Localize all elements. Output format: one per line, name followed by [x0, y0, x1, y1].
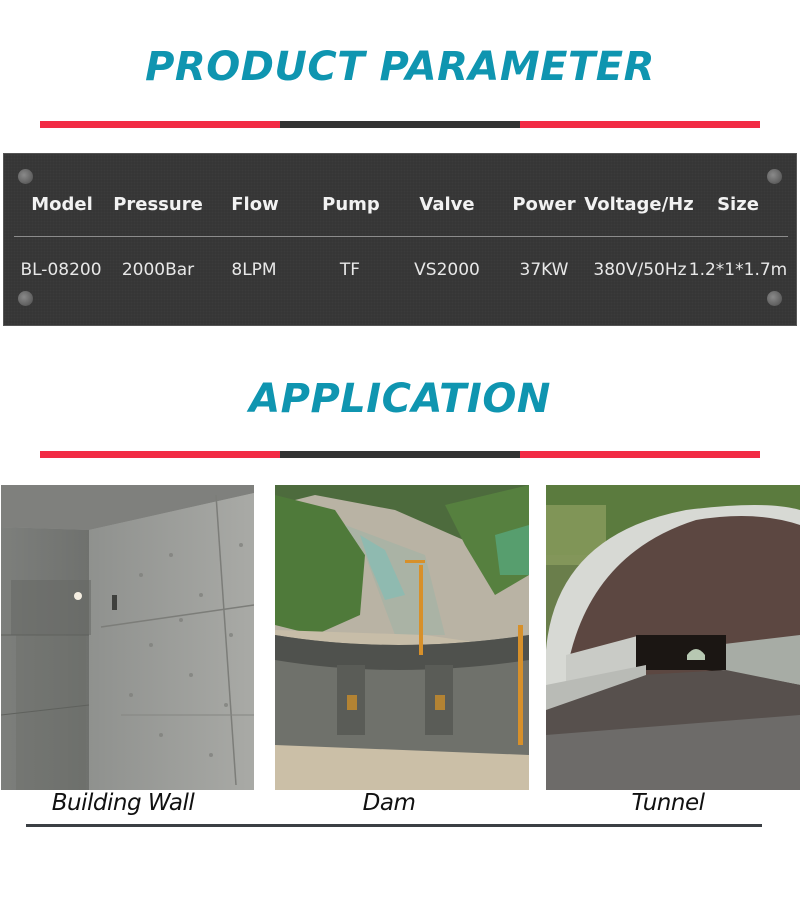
caption-dam: Dam	[362, 790, 416, 816]
value-pressure: 2000Bar	[121, 260, 195, 280]
product-parameter-title: PRODUCT PARAMETER	[145, 44, 655, 90]
screw-icon	[18, 291, 33, 306]
caption-tunnel: Tunnel	[631, 790, 705, 816]
divider-red-left	[40, 451, 280, 458]
tunnel-photo	[546, 485, 800, 790]
parameter-panel	[3, 153, 797, 326]
divider-red-right	[520, 121, 760, 128]
building-wall-photo	[1, 485, 254, 790]
header-valve: Valve	[419, 194, 475, 215]
divider-dark-center	[280, 451, 520, 458]
caption-underline	[26, 824, 498, 827]
screw-icon	[767, 291, 782, 306]
section-divider	[40, 451, 760, 458]
header-voltage: Voltage/Hz	[584, 194, 694, 215]
section-divider	[40, 121, 760, 128]
parameter-header-row	[4, 190, 798, 220]
caption-building-wall: Building Wall	[51, 790, 195, 816]
value-valve: VS2000	[414, 260, 480, 280]
header-pressure: Pressure	[113, 194, 203, 215]
caption-underline	[498, 824, 762, 827]
header-flow: Flow	[231, 194, 279, 215]
dam-photo	[275, 485, 529, 790]
parameter-separator	[14, 236, 788, 237]
header-size: Size	[717, 194, 759, 215]
value-model: BL-08200	[20, 260, 102, 280]
value-flow: 8LPM	[231, 260, 277, 280]
header-pump: Pump	[322, 194, 380, 215]
header-model: Model	[31, 194, 93, 215]
parameter-value-row	[4, 255, 798, 285]
value-pump: TF	[339, 260, 361, 280]
header-power: Power	[512, 194, 576, 215]
divider-dark-center	[280, 121, 520, 128]
value-size: 1.2*1*1.7m	[688, 260, 788, 280]
divider-red-right	[520, 451, 760, 458]
screw-icon	[18, 169, 33, 184]
value-voltage: 380V/50Hz	[593, 260, 687, 280]
value-power: 37KW	[519, 260, 569, 280]
screw-icon	[767, 169, 782, 184]
divider-red-left	[40, 121, 280, 128]
application-title: APPLICATION	[249, 376, 551, 422]
